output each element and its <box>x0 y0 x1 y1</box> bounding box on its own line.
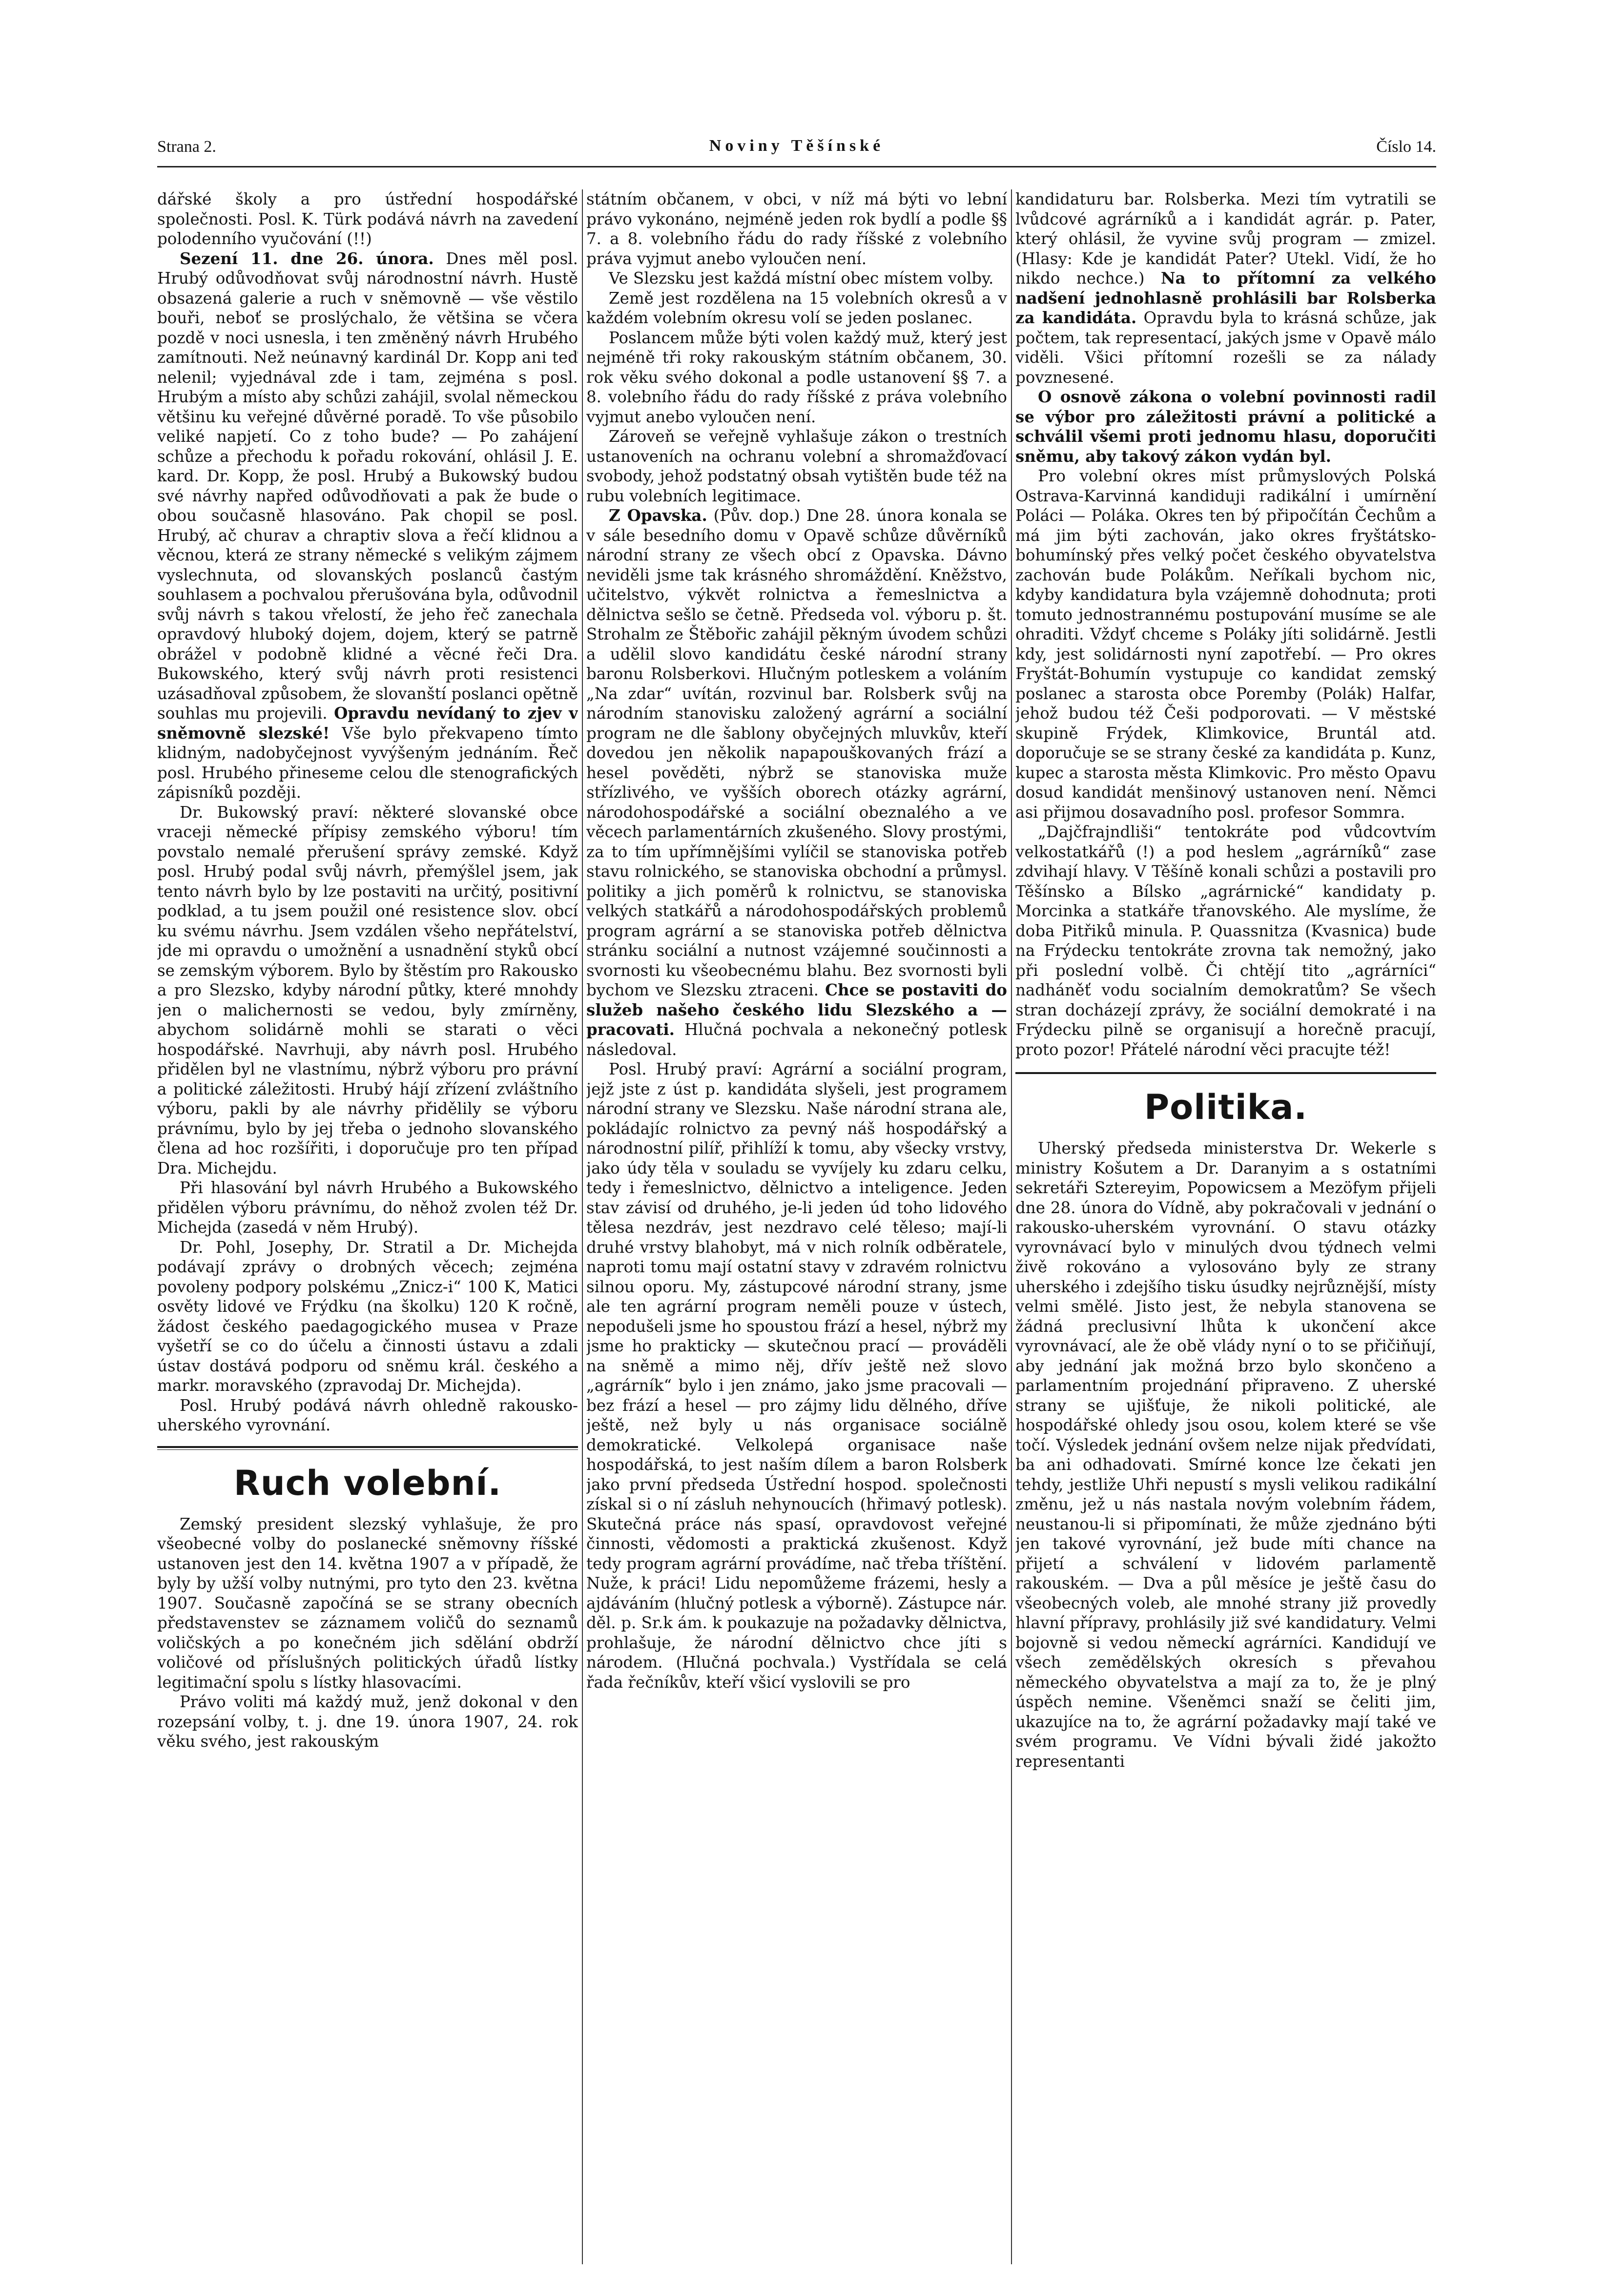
section-heading-ruch-volebni: Ruch volební. <box>233 1463 502 1503</box>
paragraph-text: kandidaturu bar. Rolsberka. Mezi tím vytratili se lvůdcové agrárníků a i kandidát agrár. p. Pater, který ohlásil, že vyvine svůj program — zmizel. (Hlasy: Kde je kandidát Pater? Utekl. Vidí, že ho nikdo nechce.) <box>1015 190 1436 288</box>
paragraph <box>1015 189 1436 387</box>
paragraph: Dr. Bukowský praví: některé slovanské obce vraceji německé přípisy zemského výboru! tím povstalo nemalé přerušení správy zemské. Když posl. Hrubý podal svůj návrh, přemýšlel jsem, jak tento návrh bylo by lze postaviti na určitý, positivní podklad, a tu jsem použil oné resistence slov. obcí ku svému návrhu. Jsem vzdálen všeho nepřátelství, jde mi opravdu o umožnění a usnadnění styků obcí se zemským výborem. Bylo by štěstím pro Rakousko a pro Slezsko, kdyby národní půtky, které mnohdy jen o malichernosti se vedou, byly zmírněny, abychom solidárně mohli se starati o věci hospodářské. Navrhuji, aby návrh posl. Hrubého přidělen byl ne vlastnímu, nýbrž výboru pro právní a politické záležitosti. Hrubý hájí zřízení zvláštního výboru, pakli by ale návrhy přidělily se výboru právnímu, bylo by jej třeba o jednoho slovanského člena ad hoc rozšířiti, i doporučuje pro ten případ Dra. Michejdu. <box>157 803 578 1178</box>
news-item-heading: Z Opavska. <box>609 506 707 525</box>
paragraph-text: Opravdu byla to krásná schůze, jak počtem, tak representací, jakých jsme v Opavě málo viděli. Všici přítomní rozešli se za nálady povznesené. <box>1015 309 1436 387</box>
paragraph: Pro volební okres míst průmyslových Polská Ostrava-Karvinná kandiduji radikální i umírnění Poláci — Poláka. Okres ten bý připočítán Čechům a má jim býti zachován, jako okres fryštátsko-bohumínský přes velký počet českého obyvatelstva zachován bude Polákům. Neříkali bychom nic, kdyby kandidatura byla vzájemně dohodnuta; proti tomuto jednostrannému postupování musíme se ale ohraditi. Vždyť chceme s Poláky jíti solidárně. Jestli kdy, jest solidárnosti nyní zapotřebí. — Pro okres Fryštát-Bohumín vystupuje co kandidat zemský poslanec a starosta obce Poremby (Polák) Halfar, jehož budou též Češi podporovati. — V městské skupině Frýdek, Klimkovice, Bruntál atd. doporučuje se se strany české za kandidáta p. Kunz, kupec a starosta města Klimkovic. Pro město Opavu dosud kandidát menšinový ustanoven není. Němci asi přijmou dosavadního posl. profesor Sommra. <box>1015 467 1436 822</box>
column-1 <box>157 189 578 2264</box>
column-2 <box>586 189 1007 2264</box>
paragraph: Posl. Hrubý podává návrh ohledně rakousko-uherského vyrovnání. <box>157 1396 578 1434</box>
paragraph-emphasis: O osnově zákona o volební povinnosti radil se výbor pro záležitosti právní a politické a schválil všemi proti jednomu hlasu, doporučiti sněmu, aby takový zákon vydán byl. <box>1015 387 1436 466</box>
paragraph: státním občanem, v obci, v níž má býti vo lební právo vykonáno, nejméně jeden rok bydlí a podle §§ 7. a 8. volebního řádu do rady říšské z volebního práva vyjmut anebo vyloučen není. <box>586 190 1007 268</box>
paragraph: Zároveň se veřejně vyhlašuje zákon o trestních ustanoveních na ochranu volební a shromažďovací svobody, jehož podstatný obsah vytištěn bude též na rubu volebních legitimace. <box>586 427 1007 505</box>
paragraph-emphasis: Chce se postaviti do služeb našeho českého lidu Slezského a — pracovati. <box>586 980 1007 1039</box>
paragraph: Při hlasování byl návrh Hrubého a Bukowského přidělen výboru právnímu, do něhož zvolen též Dr. Michejda (zasedá v něm Hrubý). <box>157 1179 578 1237</box>
paragraph-emphasis: Opravdu nevídaný to zjev v sněmovně slezské! <box>157 703 578 743</box>
paragraph-text: (Pův. dop.) Dne 28. února konala se v sále besedního domu v Opavě schůze důvěrníků národní strany ze všech obcí z Opavska. Dávno neviděli jsme tak krásného shromáždění. Kněžstvo, učitelstvo, výkvět rolnictva a řemeslnictva a dělnictva sešlo se četně. Předseda vol. výboru p. št. Strohalm ze Štěbořic zahájil pěkným úvodem schůzi a udělil slovo kandidátu české národní strany baronu Rolsberkovi. Hlučným potleskem a voláním „Na zdar“ uvítán, rozvinul bar. Rolsberk svůj na národním stanovisku založený agrární a sociální program ne dle šablony obyčejných mluvkův, kteří dovedou jen několik napapouškovaných frází a hesel pověděti, nýbrž se stanoviska muže střízlivého, ve vyšších oborech otázky agrární, národohospodářské a sociální obeznalého a ve věcech parlamentárních zkušeného. Slovy prostými, za to tím upřímnějšími vylíčil se stanoviska potřeb stavu rolnického, se stanoviska obchodní a průmysl. politiky a jich poměrů k rolnictvu, se stanoviska velkých statkářů a národohospodářských problemů program agrární a se stanoviska potřeb dělnictva stránku sociální a nutnost vzájemné součinnosti a svornosti ku všeobecnému blahu. Bez svornosti byli bychom ve Slezsku ztraceni. <box>586 506 1007 999</box>
paragraph: Uherský předseda ministerstva Dr. Wekerle s ministry Košutem a Dr. Daranyim a s ostatními sekretáři Sztereyim, Popowicsem a Mezöfym přijeli dne 28. února do Vídně, aby pokračovali v jednání o rakousko-uherském vyrovnání. O stavu otázky vyrovnávací bylo v minulých dvou týdnech velmi živě rokováno a vylosováno byly ze strany uherského i zdejšího tisku úsudky nejrůznější, místy velmi smělé. Jisto jest, že nebyla stanovena se žádná preclusivní lhůta k ukončení akce vyrovnávací, ale že obě vlády nyní o to se přičiňují, aby jednání jak možná brzo bylo skončeno a parlamentním projednání připraveno. Z uherské strany se ujišťuje, že nikoli politické, ale hospodářské ohledy jsou osou, kolem které se vše točí. Výsledek jednání ovšem nelze nijak předvídati, ba ani odhadovati. Smírné konce lze čekati jen tehdy, jestliže Uhři nepustí s mysli velikou radikální změnu, jež u nás nastala novým volebním řádem, neustanou-li si připomínati, že může zjednáno býti jen takové vyrovnání, jež bude míti chance na přijetí a schválení v lidovém parlamentě rakouském. — Dva a půl měsíce je ještě času do všeobecných voleb, ale mnohé strany již provedly hlavní přípravy, prohlásily již své kandidatury. Velmi bojovně si vedou německí agrárníci. Kandidují ve všech zemědělských okresích s převahou německého obyvatelstva a mají za to, že je plný úspěch nemine. Všeněmci snaží se čeliti jim, ukazujíce na to, že agrární požadavky mají také ve svém programu. Ve Vídni bývali židé jakožto representanti <box>1015 1139 1436 1771</box>
section-heading-politika: Politika. <box>1144 1087 1308 1127</box>
paragraph <box>586 506 1007 1059</box>
paragraph-text: Vše bylo překvapeno tímto klidným, nadobyčejnost vyvýšeným jednáním. Řeč posl. Hrubého přineseme celou dle stenografických zápisníků později. <box>157 724 578 802</box>
paragraph <box>1015 387 1436 466</box>
paragraph: dářské školy a pro ústřední hospodářské společnosti. Posl. K. Türk podává návrh na zavedení polodenního vyučování (!!) <box>157 190 578 248</box>
paragraph: Zemský president slezský vyhlašuje, že pro všeobecné volby do poslanecké sněmovny říšské ustanoven jest den 14. května 1907 a v případě, že byly by užší volby nutnými, pro tyto den 23. května 1907. Současně započíná se se strany obecních představenstev se záznamem voličů do seznamů voličských a po konečném jich sdělání obdrží voličové od příslušných politických úřadů lístky legitimační spolu s lístky hlasovacími. <box>157 1514 578 1692</box>
page-header <box>157 135 1436 165</box>
session-heading: Sezení 11. dne 26. února. <box>180 248 434 268</box>
paragraph-emphasis: Na to přítomní za velkého nadšení jednohlasně prohlásili bar Rolsberka za kandidáta. <box>1015 269 1436 327</box>
page-number: Strana 2. <box>157 138 216 156</box>
column-divider <box>582 189 583 2264</box>
column-divider <box>1011 189 1012 2264</box>
paragraph: Právo voliti má každý muž, jenž dokonal v den rozepsání volby, t. j. dne 19. února 1907, 24. rok věku svého, jest rakouským <box>157 1693 578 1751</box>
paragraph-text: Dnes měl posl. Hrubý odůvodňovat svůj národnostní návrh. Hustě obsazená galerie a ruch v sněmovně — vše věstilo bouři, neboť se proslýchalo, že většina se včera pozdě v noci usnesla, i ten změněný návrh Hrubého zamítnouti. Než neúnavný kardinál Dr. Kopp ani teď nelenil; vyjednával zde i tam, zejména s posl. Hrubým a místo aby schůzi zahájil, svolal německou většinu ku veřejné důvěrné poradě. To vše působilo veliké napjetí. Co z toho bude? — Po zahájení schůze a přechodu k pořadu rokování, ohlásil J. E. kard. Dr. Kopp, že posl. Hrubý a Bukowský budou své návrhy napřed odůvodňovati a pak že bude o obou současně hlasováno. Pak chopil se posl. Hrubý, ač churav a chraptiv slova a řečí klidnou a věcnou, která ze strany německé s velikým zájmem vyslechnuta, od slovanských poslanců častým souhlasem a pochvalou přerušována byla, odůvodnil svůj návrh s takou vřelostí, že jeho řeč zanechala opravdový hluboký dojem, dojem, který se patrně obrážel v podobně klidné a věcné řeči Dra. Bukowského, který svůj návrh proti resistenci uzásadňoval způsobem, že slovanští poslanci opětně souhlas mu projevili. <box>157 249 578 723</box>
section-separator <box>1015 1072 1436 1074</box>
paragraph: Země jest rozdělena na 15 volebních okresů a v každém volebním okresu volí se jeden poslanec. <box>586 289 1007 327</box>
header-rule <box>157 166 1436 167</box>
issue-number: Číslo 14. <box>1376 138 1436 156</box>
section-separator <box>157 1446 578 1450</box>
paragraph: Poslancem může býti volen každý muž, který jest nejméně tři roky rakouským státním občanem, 30. rok věku svého dokonal a podle ustanovení §§ 7. a 8. volebního řádu do rady říšské z práva volebního vyjmut anebo vyloučen není. <box>586 328 1007 426</box>
paragraph <box>157 249 578 803</box>
paragraph: Posl. Hrubý praví: Agrární a sociální program, jejž jste z úst p. kandidáta slyšeli, jest programem národní strany ve Slezsku. Naše národní strana ale, pokládajíc rolnictvo za pevný náš hospodářský a národnostní pilíř, přihlíží k tomu, aby všecky vrstvy, jako údy těla v souladu se vyvíjely ku zdaru celku, tedy i řemeslnictvo, dělnictvo a inteligence. Jeden stav závisí od druhého, je-li jeden úd toho lidového tělesa nezdráv, jest nezdravo celé těleso; mají-li druhé vrstvy blahobyt, má v nich rolník odběratele, naproti tomu mají ostatní stavy v zdravém rolnictvu silnou oporu. My, zástupcové národní strany, jsme ale ten agrární program neměli pouze v ústech, nepodušeli jsme ho spoustou frází a hesel, nýbrž my jsme ho prakticky — skutečnou prací — prováděli na sněmě a mimo něj, dřív ještě než slovo „agrárník“ bylo i jen známo, jako jsme pracovali — bez frází a hesel — pro zájmy lidu dělného, dříve ještě, než byly u nás organisace sociálně demokratické. Velkolepá organisace naše hospodářská, to jest naším dílem a baron Rolsberk jako první předseda Ústřední hospod. společnosti získal si o ní zásluh nehynoucích (hřimavý potlesk). Skutečná práce nás spasí, opravdovost veřejné činnosti, vědomosti a praktická zkušenost. Když tedy program agrární provádíme, nač třeba tříštění. Nuže, k práci! Lidu nepomůžeme frázemi, hesly a ajdáváním (hlučný potlesk a výborně). Zástupce nár. děl. p. Sr.k ám. k poukazuje na požadavky dělnictva, prohlašuje, že národní dělnictvo chce jíti s národem. (Hlučná pochvala.) Vystřídala se celá řada řečníkův, kteří všicí vyslovili se pro <box>586 1060 1007 1692</box>
paragraph: „Dajčfrajndliši“ tentokráte pod vůdcovtvím velkostatkářů (!) a pod heslem „agrárníků“ zase zdvihají hlavy. V Těšíně konali schůzi a postavili pro Těšínsko a Bílsko „agrárnické“ kandidaty p. Morcinka a statkáře třanovského. Ale myslíme, že doba Pitřiků minula. P. Quassnitza (Kvasnica) bude na Frýdecku tentokráte zrovna tak nemožný, jako při poslední volbě. Či chtějí tito „agrárníci“ nadháněť vodu socialním demokratům? Se všech stran docházejí zprávy, že sociální demokraté i na Frýdecku pilně se organisují a horečně pracují, proto pozor! Přátelé národní věci pracujte též! <box>1015 823 1436 1059</box>
paragraph: Dr. Pohl, Josephy, Dr. Stratil a Dr. Michejda podávají zprávy o drobných věcech; zejména povoleny podpory polskému „Znicz-i“ 100 K, Matici osvěty lidové ve Frýdku (na školku) 120 K ročně, žádost českého paedagogického musea v Praze vyšetří se co do účelu a činnosti ústavu a zdali ústav dostává podporu od sněmu král. českého a markr. moravského (zpravodaj Dr. Michejda). <box>157 1238 578 1395</box>
paragraph-text: Hlučná pochvala a nekonečný potlesk následoval. <box>586 1020 1007 1059</box>
paragraph: Ve Slezsku jest každá místní obec místem volby. <box>609 269 994 288</box>
newspaper-title: Noviny Těšínské <box>709 137 885 155</box>
column-3 <box>1015 189 1436 2264</box>
